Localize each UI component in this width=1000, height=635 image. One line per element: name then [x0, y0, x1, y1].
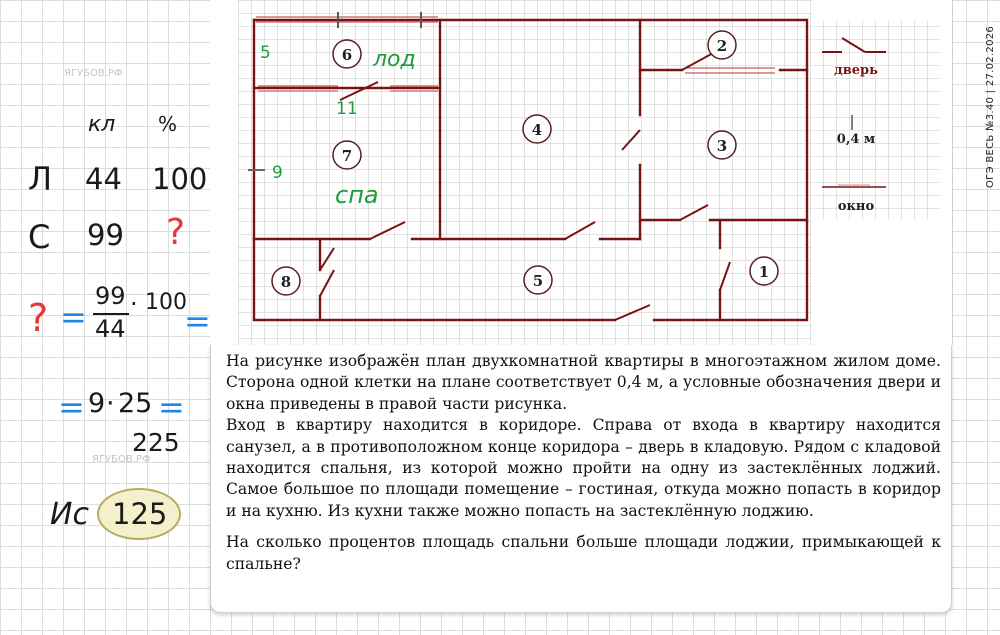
nine: 9 — [88, 388, 106, 419]
row2-cells: 99 — [87, 218, 124, 252]
multiply-dot-2: · — [106, 388, 115, 419]
row1-percent: 100 — [152, 162, 208, 196]
equals-2: = — [184, 302, 211, 340]
watermark: ЯГУБОВ.РФ — [64, 68, 123, 79]
row1-cells: 44 — [85, 162, 122, 196]
task-paragraph-2: Вход в квартиру находится в коридоре. Справа от входа в квартиру находится санузел, а в противоположном конце коридора – дверь в кладовую. Рядом с кладовой находится спальня, из которой можно пройти на одну из застеклённых лоджий. Самое большое по площади помещение – гостиная, откуда можно попасть в коридор и на кухню. Из кухни также можно попасть на застеклённую лоджию. — [226, 416, 941, 520]
room-7 — [333, 141, 361, 169]
answer-value: 125 — [112, 497, 168, 531]
svg-text:2: 2 — [716, 37, 728, 55]
room-5 — [524, 266, 552, 294]
task-text — [210, 345, 952, 613]
twenty-five: 25 — [118, 388, 153, 419]
bedroom-note: спа — [335, 181, 379, 209]
svg-text:8: 8 — [280, 273, 292, 291]
row2-unknown: ? — [166, 212, 186, 253]
loggia-note: лод — [373, 47, 416, 72]
watermark: ЯГУБОВ.РФ — [92, 454, 151, 465]
equals-3: = — [58, 388, 85, 426]
bedroom-row-note: 11 — [336, 99, 358, 119]
room-4 — [523, 115, 551, 143]
equals-4: = — [158, 388, 185, 426]
multiply-dot: · — [130, 290, 138, 318]
floor-plan — [210, 0, 953, 345]
room-6 — [333, 40, 361, 68]
legend-cell-label: 0,4 м — [836, 132, 876, 147]
svg-text:1: 1 — [758, 263, 770, 281]
room-3 — [708, 131, 736, 159]
fraction-denominator: 44 — [95, 315, 126, 343]
svg-text:4: 4 — [531, 121, 543, 139]
svg-text:5: 5 — [532, 272, 544, 290]
task-question: На сколько процентов площадь спальни больше площади лоджии, примыкающей к спальне? — [226, 533, 941, 573]
room-1 — [750, 257, 778, 285]
fraction-numerator: 99 — [95, 282, 126, 310]
result-225: 225 — [132, 428, 180, 457]
svg-text:3: 3 — [716, 137, 728, 155]
room-2 — [708, 31, 736, 59]
svg-text:6: 6 — [341, 46, 353, 64]
bedroom-height-note: 9 — [272, 163, 283, 183]
answer-label: Ис — [50, 497, 89, 532]
hundred: 100 — [145, 290, 187, 315]
legend-window-label: окно — [837, 199, 875, 214]
side-caption: ОГЭ ВЕСЬ №3.40 | 27.02.2026 — [985, 25, 996, 188]
legend-door-label: дверь — [834, 63, 878, 78]
col-cells-header: кл — [88, 112, 116, 137]
row2-label: С — [28, 218, 51, 256]
svg-text:7: 7 — [341, 147, 353, 165]
unknown-mark: ? — [28, 296, 49, 340]
floor-plan-drawing — [210, 0, 952, 345]
col-percent-header: % — [158, 112, 178, 136]
equals-1: = — [60, 298, 87, 336]
room-8 — [272, 267, 300, 295]
row1-label: Л — [28, 160, 53, 198]
loggia-cells-note: 5 — [260, 43, 271, 63]
task-paragraph-1: На рисунке изображён план двухкомнатной квартиры в многоэтажном жилом доме. Сторона одной клетки на плане соответствует 0,4 м, а условные обозначения двери и окна приведены в правой части рисунка. — [226, 352, 941, 413]
legend-grid — [814, 20, 940, 220]
